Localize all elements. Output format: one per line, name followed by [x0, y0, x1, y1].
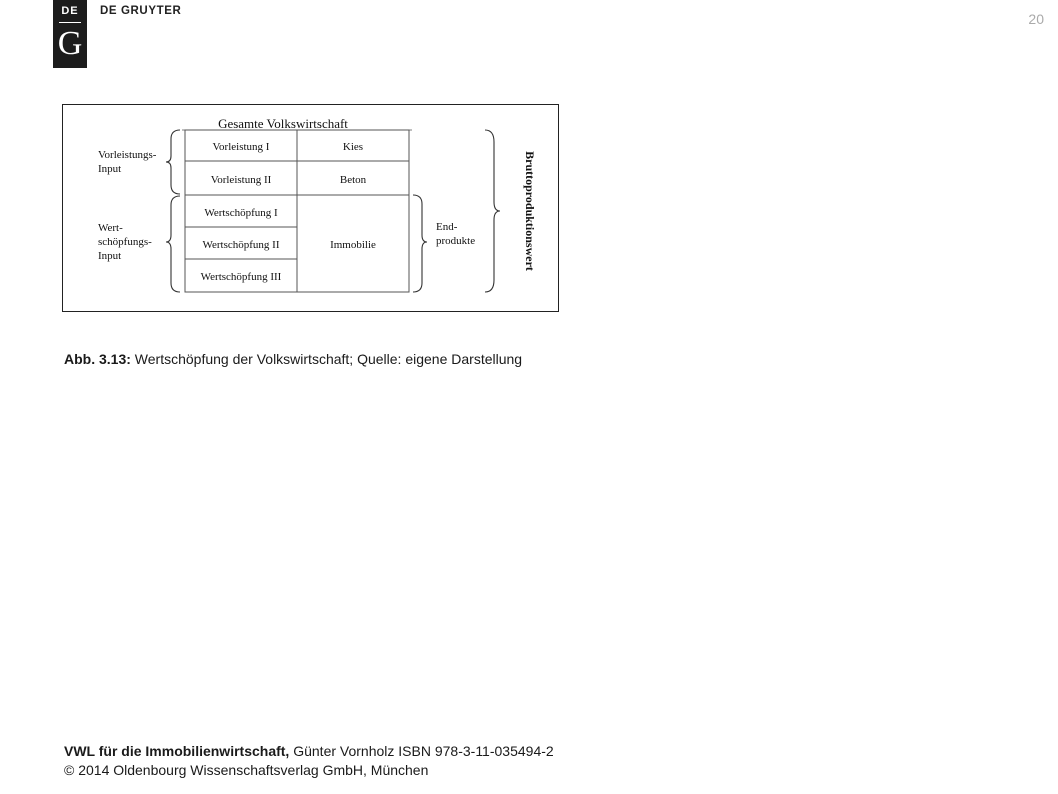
- brand-name: DE GRUYTER: [100, 5, 182, 17]
- figure-frame: [63, 105, 559, 312]
- label-line: produkte: [436, 235, 476, 247]
- page-number: 20: [1028, 11, 1044, 27]
- label-line: Vorleistungs-: [98, 149, 157, 161]
- table-row-label: Wertschöpfung III: [200, 271, 282, 283]
- table-row-label: Wertschöpfung I: [204, 207, 278, 219]
- label-line: schöpfungs-: [98, 236, 152, 248]
- table-row-label: Vorleistung I: [212, 141, 270, 153]
- table-row-label: Vorleistung II: [210, 174, 272, 186]
- citation-footer: [64, 742, 554, 780]
- citation-line: [64, 742, 554, 761]
- label-line: Input: [98, 163, 122, 175]
- product-label: Immobilie: [330, 239, 376, 251]
- label-line: Input: [98, 250, 122, 262]
- author-isbn: Günter Vornholz ISBN 978-3-11-035494-2: [289, 743, 554, 759]
- copyright-line: © 2014 Oldenbourg Wissenschaftsverlag GmbH, München: [64, 762, 429, 778]
- product-label: Beton: [339, 174, 367, 186]
- figure-diagram: [62, 104, 560, 313]
- table-row-label: Wertschöpfung II: [202, 239, 280, 251]
- gross-value-label: Bruttoproduktionswert: [523, 151, 537, 271]
- label-line: Wert-: [98, 222, 123, 234]
- label-line: End-: [436, 221, 458, 233]
- book-title: VWL für die Immobilienwirtschaft,: [64, 743, 290, 759]
- caption-text: Wertschöpfung der Volkswirtschaft; Quelle: eigene Darstellung: [130, 351, 523, 367]
- figure-caption: [64, 351, 522, 367]
- logo-de-text: DE: [61, 5, 79, 17]
- logo-divider: [59, 22, 81, 23]
- de-gruyter-logo: [53, 0, 87, 68]
- logo-g-letter: G: [57, 25, 83, 62]
- figure-title: Gesamte Volkswirtschaft: [218, 116, 348, 131]
- product-label: Kies: [342, 141, 364, 153]
- caption-label: Abb. 3.13:: [64, 351, 131, 367]
